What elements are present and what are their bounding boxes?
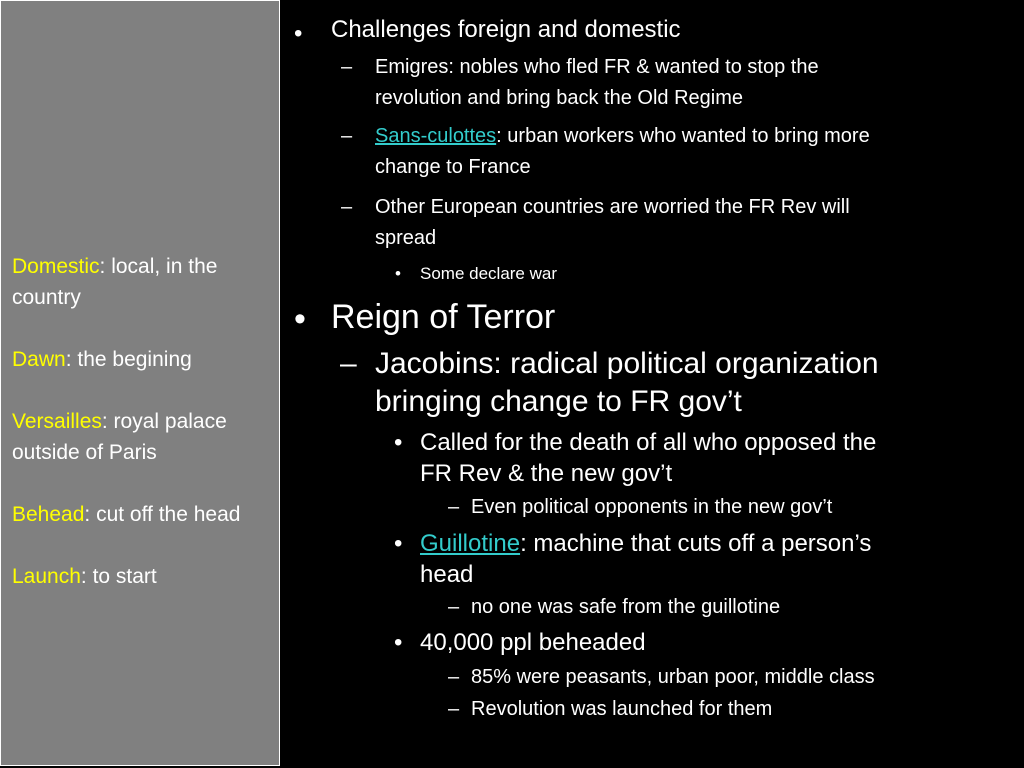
no-one-safe-text: no one was safe from the guillotine bbox=[471, 596, 781, 618]
peasants-text: 85% were peasants, urban poor, middle class bbox=[471, 666, 875, 688]
guillotine-text: : machine that cuts off a person’s bbox=[520, 530, 872, 557]
definition-launch bbox=[12, 561, 274, 592]
term-versailles: Versailles bbox=[12, 410, 102, 433]
beheaded-text: 40,000 ppl beheaded bbox=[420, 629, 646, 656]
launched-text: Revolution was launched for them bbox=[471, 698, 773, 720]
sansculottes-line-1 bbox=[375, 125, 870, 148]
declare-war-text: Some declare war bbox=[420, 264, 558, 283]
bullet-marker: • bbox=[294, 20, 303, 47]
european-line-1: Other European countries are worried the FR Rev will bbox=[375, 196, 850, 218]
section-title-reign-of-terror: Reign of Terror bbox=[331, 298, 556, 336]
term-dawn: Dawn bbox=[12, 348, 66, 371]
sidebar-panel bbox=[0, 0, 280, 766]
vocabulary-list bbox=[12, 251, 274, 623]
section-title-challenges: Challenges foreign and domestic bbox=[331, 16, 681, 43]
definition-dawn bbox=[12, 344, 274, 375]
sansculottes-line-2: change to France bbox=[375, 156, 531, 178]
european-line-2: spread bbox=[375, 227, 437, 249]
term-behead: Behead bbox=[12, 503, 85, 526]
dash-marker: – bbox=[448, 496, 460, 518]
definition-domestic bbox=[12, 251, 274, 313]
term-domestic: Domestic bbox=[12, 255, 100, 278]
dash-marker: – bbox=[448, 666, 460, 688]
definition-versailles bbox=[12, 406, 274, 468]
definition-text: : the begining bbox=[65, 348, 192, 371]
emigres-line-2: revolution and bring back the Old Regime bbox=[375, 87, 743, 109]
guillotine-line-2: head bbox=[420, 561, 474, 588]
sansculottes-link[interactable]: Sans-culottes bbox=[375, 125, 497, 147]
dash-marker: – bbox=[341, 56, 353, 78]
dash-marker: – bbox=[341, 196, 353, 218]
emigres-line-1: Emigres: nobles who fled FR & wanted to stop the bbox=[375, 56, 819, 78]
jacobins-line-2: bringing change to FR gov’t bbox=[375, 385, 742, 418]
definition-behead bbox=[12, 499, 274, 530]
dash-marker: – bbox=[448, 596, 460, 618]
bullet-marker: • bbox=[394, 530, 403, 557]
guillotine-line-1 bbox=[420, 530, 871, 558]
bullet-marker: • bbox=[394, 429, 403, 456]
called-line-2: FR Rev & the new gov’t bbox=[420, 460, 673, 487]
bullet-marker: • bbox=[395, 264, 401, 283]
bullet-marker: • bbox=[294, 300, 306, 338]
political-opponents-text: Even political opponents in the new gov’t bbox=[471, 496, 833, 518]
main-content bbox=[282, 0, 1024, 768]
called-line-1: Called for the death of all who opposed the bbox=[420, 429, 877, 456]
definition-text: : royal palace outside of Paris bbox=[12, 410, 227, 464]
sansculottes-text: : urban workers who wanted to bring more bbox=[496, 125, 870, 147]
bullet-marker: • bbox=[394, 629, 403, 656]
jacobins-line-1: Jacobins: radical political organization bbox=[375, 347, 879, 380]
dash-marker: – bbox=[340, 347, 357, 380]
dash-marker: – bbox=[341, 125, 353, 147]
dash-marker: – bbox=[448, 698, 460, 720]
definition-text: : cut off the head bbox=[84, 503, 241, 526]
guillotine-link[interactable]: Guillotine bbox=[420, 530, 521, 557]
term-launch: Launch bbox=[12, 565, 81, 588]
definition-text: : local, in the country bbox=[12, 255, 218, 309]
definition-text: : to start bbox=[80, 565, 157, 588]
